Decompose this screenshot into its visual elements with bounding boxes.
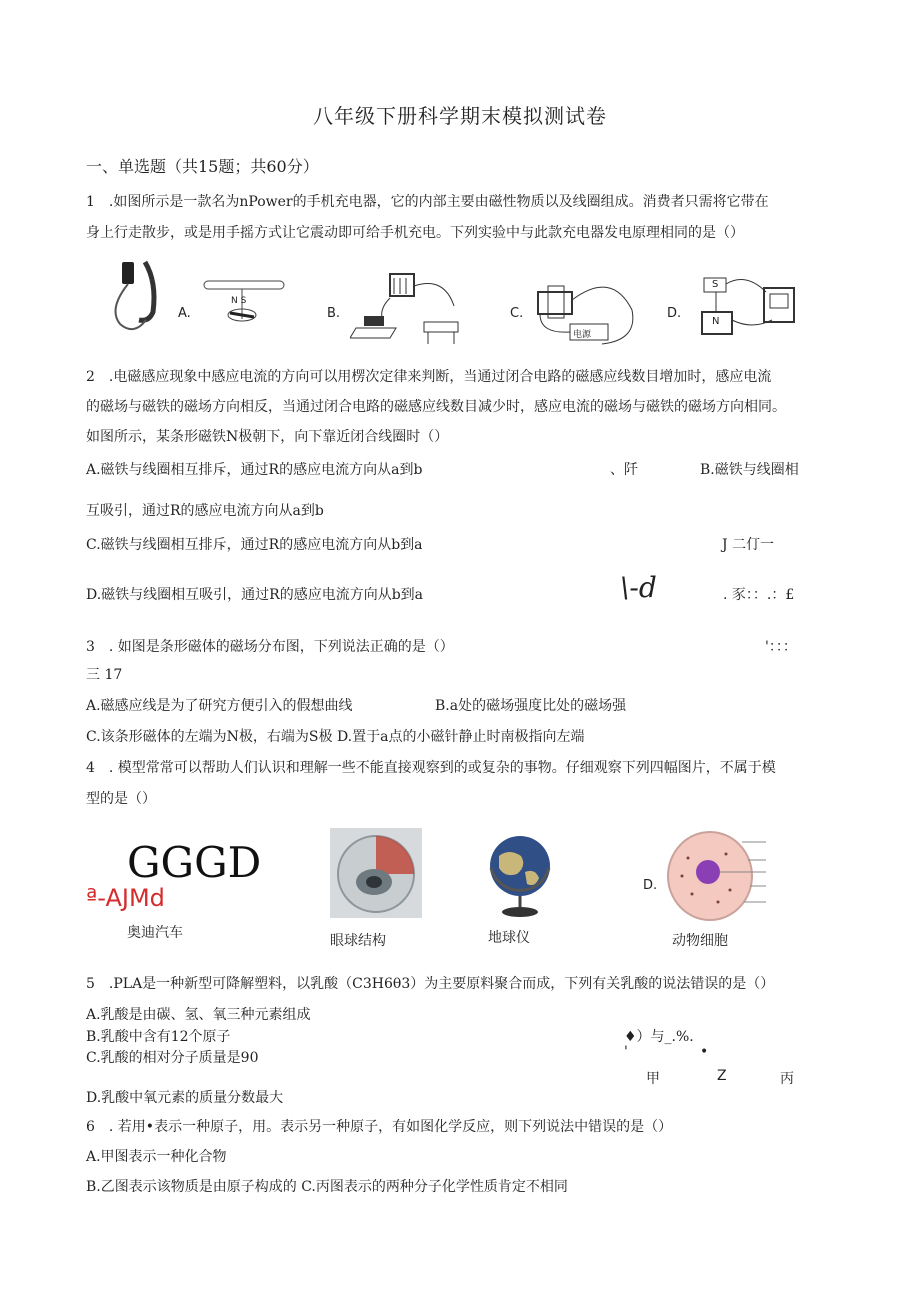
q5-label-yi: Z bbox=[717, 1068, 727, 1084]
globe-figure bbox=[485, 828, 555, 920]
q2-option-c-side: J 二仃一 bbox=[722, 537, 775, 553]
q2-option-a: A.磁铁与线圈相互排斥，通过R的感应电流方向从a到b bbox=[86, 462, 423, 478]
q4-option-a-label: ª-AJMd bbox=[86, 884, 165, 912]
q5-figure-side2: ' bbox=[624, 1044, 628, 1060]
q1-fig-label-d: D. bbox=[667, 306, 682, 321]
q4-line1: 4 . 模型常常可以帮助人们认识和理解一些不能直接观察到的或复杂的事物。仔细观察下列四幅图片，不属于模 bbox=[86, 760, 776, 776]
q1-line2: 身上行走散步，或是用手摇方式让它震动即可给手机充电。下列实验中与此款充电器发电原理相同的是（） bbox=[86, 225, 744, 241]
q2-option-c: C.磁铁与线圈相互排斥，通过R的感应电流方向从b到a bbox=[86, 537, 423, 553]
eyeball-model-figure bbox=[330, 828, 422, 918]
q6-line1: 6 . 若用•表示一种原子，用。表示另一种原子，有如图化学反应，则下列说法中错误的是（） bbox=[86, 1119, 673, 1135]
q1-fig-label-b: B. bbox=[327, 306, 341, 321]
audi-logo-text: GGGD bbox=[127, 838, 262, 887]
q4-caption-cell: 动物细胞 bbox=[672, 933, 728, 949]
q4-caption-audi: 奥迪汽车 bbox=[127, 925, 183, 941]
q5-figure-side1: ♦）与_.%. bbox=[624, 1029, 694, 1045]
q2-line2: 的磁场与磁铁的磁场方向相反，当通过闭合电路的磁感应线数目减少时，感应电流的磁场与磁铁的磁场方向相同。 bbox=[86, 399, 786, 415]
q1-line1: 1 .如图所示是一款名为nPower的手机充电器，它的内部主要由磁性物质以及线圈组成。消费者只需将它带在 bbox=[86, 194, 769, 210]
charger-figure bbox=[100, 256, 180, 336]
q3-line2: 三 17 bbox=[86, 667, 123, 683]
q1-fig-d-apparatus bbox=[688, 270, 808, 350]
q1-fig-c-source: 电源 bbox=[573, 330, 592, 340]
q2-line1: 2 .电磁感应现象中感应电流的方向可以用楞次定律来判断，当通过闭合电路的磁感应线数目增加时，感应电流 bbox=[86, 369, 772, 385]
q5-option-b: B.乳酸中含有12个原子 bbox=[86, 1029, 231, 1045]
q5-label-jia: 甲 bbox=[646, 1071, 660, 1087]
q4-caption-globe: 地球仪 bbox=[488, 930, 530, 946]
q5-figure-dot: • bbox=[700, 1044, 709, 1060]
q1-fig-d-n: N bbox=[712, 316, 720, 327]
page-title: 八年级下册科学期末模拟测试卷 bbox=[313, 104, 607, 128]
q3-side: '：：： bbox=[765, 639, 797, 655]
q1-fig-d-s: S bbox=[712, 279, 719, 290]
q2-option-d-side: . 豕：：.：£ bbox=[723, 587, 795, 603]
q3-option-cd: C.该条形磁体的左端为N极，右端为S极 D.置于a点的小磁针静止时南极指向左端 bbox=[86, 729, 585, 745]
q1-fig-b-apparatus bbox=[350, 268, 470, 348]
q5-line1: 5 .PLA是一种新型可降解塑料，以乳酸（C3H6θ3）为主要原料聚合而成，下列有关乳酸的说法错误的是（） bbox=[86, 976, 775, 992]
q4-caption-eye: 眼球结构 bbox=[330, 933, 386, 949]
q1-fig-a-poles: N S bbox=[231, 296, 247, 306]
q3-line1: 3 . 如图是条形磁体的磁场分布图，下列说法正确的是（） bbox=[86, 639, 454, 655]
q3-option-a: A.磁感应线是为了研究方便引入的假想曲线 bbox=[86, 698, 353, 714]
q1-fig-label-a: A. bbox=[178, 306, 191, 321]
q5-option-c: C.乳酸的相对分子质量是90 bbox=[86, 1050, 259, 1066]
q2-option-b-start: B.磁铁与线圈相 bbox=[700, 462, 799, 478]
q4-line2: 型的是（） bbox=[86, 791, 156, 807]
q2-line3: 如图所示，某条形磁铁N极朝下，向下靠近闭合线圈时（） bbox=[86, 429, 449, 445]
q4-option-d-label: D. bbox=[643, 878, 658, 893]
animal-cell-figure bbox=[662, 828, 772, 924]
q2-option-d: D.磁铁与线圈相互吸引，通过R的感应电流方向从b到a bbox=[86, 587, 424, 603]
q2-figure-fragment: \-d bbox=[620, 571, 657, 604]
q6-option-bc: B.乙图表示该物质是由原子构成的 C.丙图表示的两种分子化学性质肯定不相同 bbox=[86, 1179, 568, 1195]
q6-option-a: A.甲图表示一种化合物 bbox=[86, 1149, 227, 1165]
q3-option-b: B.a处的磁场强度比处的磁场强 bbox=[435, 698, 627, 714]
section-heading: 一、单选题（共15题；共60分） bbox=[86, 157, 319, 176]
q1-fig-label-c: C. bbox=[510, 306, 524, 321]
q2-option-b-cont: 互吸引，通过R的感应电流方向从a到b bbox=[86, 503, 324, 519]
q5-option-d: D.乳酸中氧元素的质量分数最大 bbox=[86, 1090, 284, 1106]
q2-option-a-side: 、阡 bbox=[610, 462, 638, 478]
q5-label-bing: 丙 bbox=[780, 1071, 794, 1087]
q5-option-a: A.乳酸是由碳、氢、氧三种元素组成 bbox=[86, 1007, 311, 1023]
